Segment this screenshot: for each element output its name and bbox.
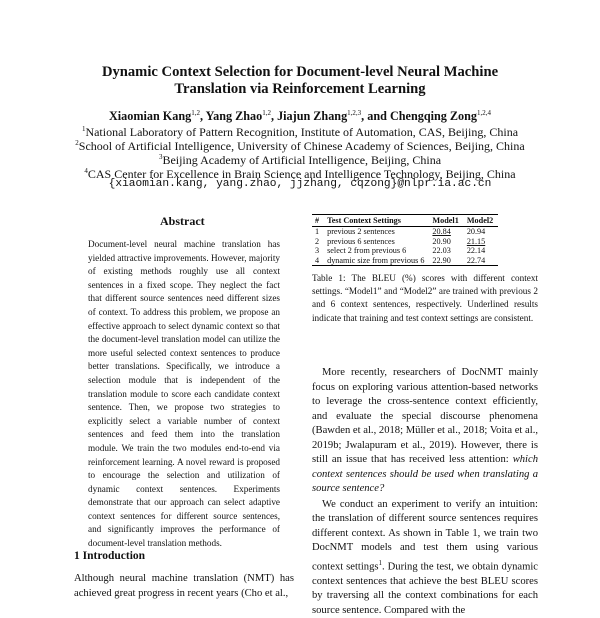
- affil-sup: 3: [159, 153, 163, 161]
- cell-num: 3: [312, 246, 324, 255]
- section-heading-introduction: 1 Introduction: [74, 550, 145, 562]
- cell-model1: 22.90: [429, 256, 463, 266]
- col-header-setting: Test Context Settings: [324, 215, 429, 227]
- cell-model1: 20.90: [429, 237, 463, 246]
- author-affil-sup: 1,2,3: [347, 109, 361, 117]
- cell-setting: previous 2 sentences: [324, 227, 429, 237]
- author-affil-sup: 1,2: [262, 109, 271, 117]
- cell-model2: 22.74: [464, 256, 498, 266]
- abstract-text: Document-level neural machine translation has yielded attractive improvements. However, majority of existing methods roughly use all context sentences in a fixed scope. They neglect the fact that different source sentences need different sizes of context. To address this problem, we propose an effective approach to select dynamic context so that the document-level translation model can utilize the more useful selected context sentences to produce better translations. Specifically, we introduce a selection module that is independent of the translation module to score each candidate context sentence. Then, we propose two strategies to explicitly select a variable number of context sentences and feed them into the translation module. We train the two modules end-to-end via reinforcement learning. A novel reward is proposed to encourage the selection and utilization of dynamic context sentences. Experiments demonstrate that our approach can select adaptive context sentences for different source sentences, and significantly improves the performance of document-level translation methods.: [88, 238, 280, 551]
- author-affil-sup: 1,2,4: [477, 109, 491, 117]
- body-text-right: [312, 366, 538, 618]
- col-header-model1: Model1: [429, 215, 463, 227]
- author-name: Jiajun Zhang: [277, 109, 347, 123]
- cell-model2: 20.94: [464, 227, 498, 237]
- cell-model2: 21.15: [464, 237, 498, 246]
- paragraph-text: More recently, researchers of DocNMT mainly focus on exploring various attention-based networks to leverage the cross-sentence context efficiently, and evaluate the special discourse phenomena (Bawden et al., 2018; Müller et al., 2018; Voita et al., 2019b; Jwalapuram et al., 2019). However, there is still an issue that has received less attention:: [312, 367, 538, 465]
- affil-text: School of Artificial Intelligence, University of Chinese Academy of Sciences, Beijing, China: [79, 139, 525, 153]
- results-table: [312, 214, 498, 266]
- affil-text: Beijing Academy of Artificial Intelligence, Beijing, China: [162, 153, 441, 167]
- author-name: Chengqing Zong: [390, 109, 477, 123]
- affil-sup: 4: [84, 167, 88, 175]
- author-name: Yang Zhao: [206, 109, 263, 123]
- paragraph-text: We conduct an experiment to verify an intuition: the translation of different source sentences requires different context. As shown in Table 1, we train two DocNMT models and test them using various context settings: [312, 499, 538, 573]
- author-email[interactable]: {xiaomian.kang, yang.zhao, jjzhang, cqzong}@nlpr.ia.ac.cn: [30, 178, 570, 190]
- paragraph: [312, 366, 538, 497]
- author-separator: ,: [271, 109, 277, 123]
- affil-text: CAS Center for Excellence in Brain Science and Intelligence Technology, Beijing, China: [88, 167, 516, 181]
- emphasis-question: which context sentences should be used when translating a source sentence?: [312, 454, 538, 494]
- paper-title: [60, 64, 540, 98]
- introduction-text: Although neural machine translation (NMT) has achieved great progress in recent years (Cho et al.,: [74, 572, 294, 601]
- table-row: [312, 227, 498, 237]
- cell-num: 1: [312, 227, 324, 237]
- author-name: Xiaomian Kang: [109, 109, 191, 123]
- table-row: [312, 256, 498, 266]
- col-header-num: #: [312, 215, 324, 227]
- cell-setting: dynamic size from previous 6: [324, 256, 429, 266]
- cell-model1: 22.03: [429, 246, 463, 255]
- cell-model2: 22.14: [464, 246, 498, 255]
- author-separator: ,: [200, 109, 206, 123]
- paragraph-text: . During the test, we obtain dynamic context sentences that achieve the best BLEU scores by traversing all the context combinations for each source sentence. Compared with the: [312, 561, 538, 616]
- affil-sup: 2: [75, 139, 79, 147]
- table-row: [312, 237, 498, 246]
- table-caption: Table 1: The BLEU (%) scores with different context settings. “Model1” and “Model2” are trained with previous 2 and 6 context sentences, respectively. Underlined results indicate that training and test context settings are consistent.: [312, 272, 538, 325]
- cell-setting: previous 6 sentences: [324, 237, 429, 246]
- affil-sup: 1: [82, 125, 86, 133]
- footnote-marker[interactable]: 1: [379, 559, 383, 567]
- col-header-model2: Model2: [464, 215, 498, 227]
- cell-num: 2: [312, 237, 324, 246]
- title-line-1: Dynamic Context Selection for Document-level Neural Machine: [60, 64, 540, 81]
- abstract-heading: Abstract: [160, 214, 205, 229]
- cell-setting: select 2 from previous 6: [324, 246, 429, 255]
- cell-model1: 20.84: [429, 227, 463, 237]
- author-affil-sup: 1,2: [191, 109, 200, 117]
- affil-text: National Laboratory of Pattern Recognition, Institute of Automation, CAS, Beijing, China: [85, 125, 518, 139]
- author-list: [40, 106, 560, 123]
- table-row: [312, 246, 498, 255]
- title-line-2: Translation via Reinforcement Learning: [60, 81, 540, 98]
- author-separator: , and: [361, 109, 390, 123]
- cell-num: 4: [312, 256, 324, 266]
- table-header-row: [312, 215, 498, 227]
